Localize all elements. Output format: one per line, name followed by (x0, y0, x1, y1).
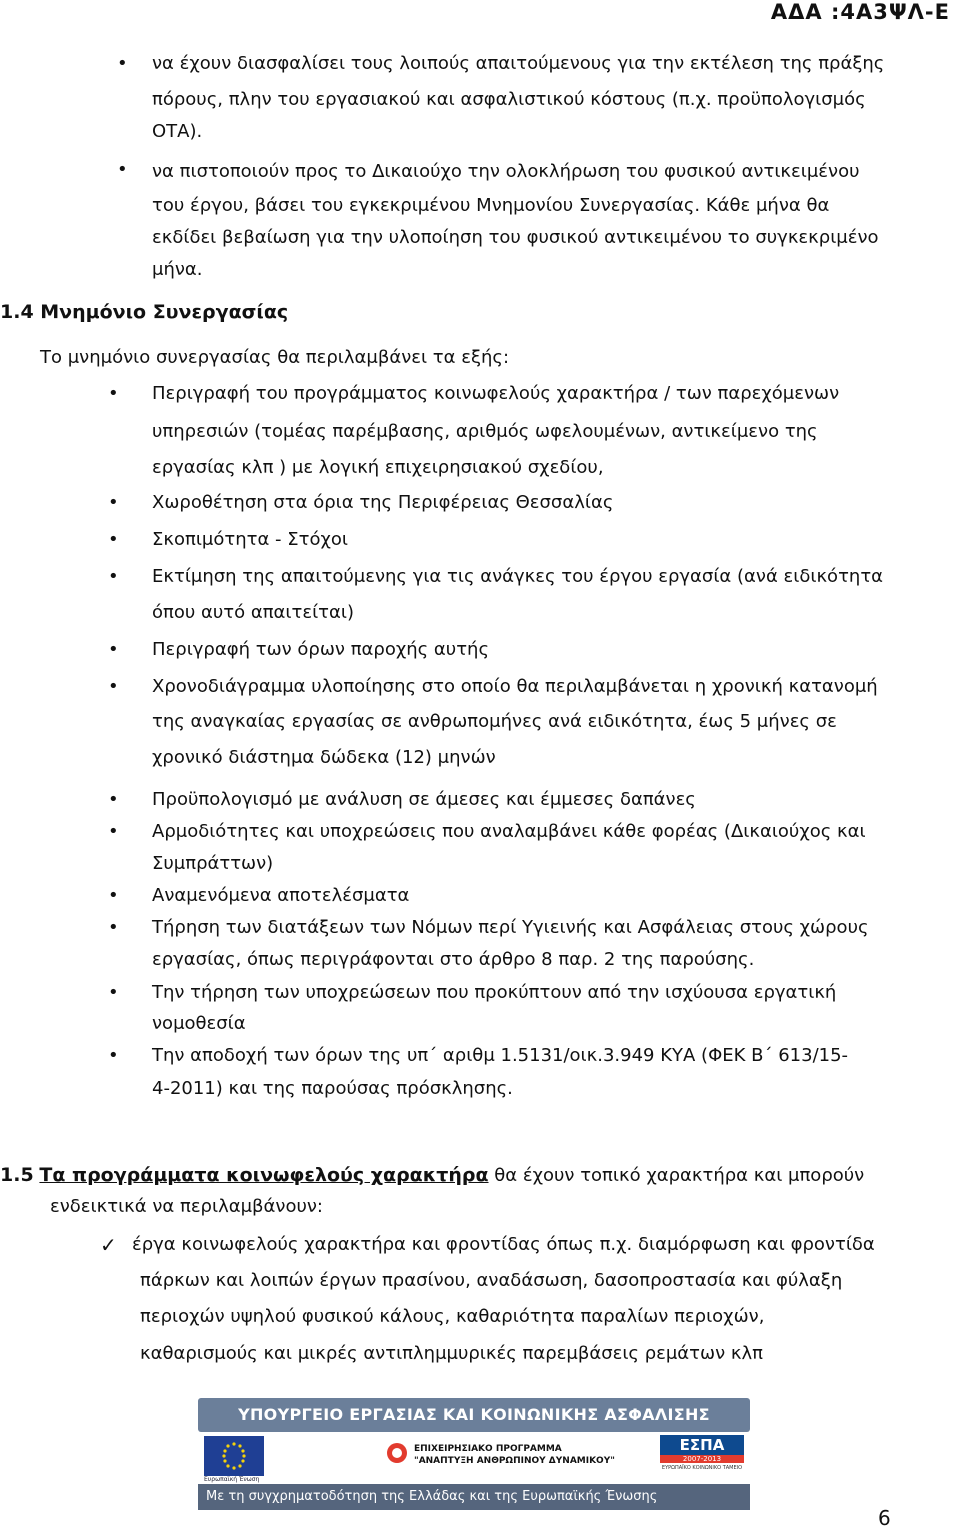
bullet-dot: • (108, 1045, 119, 1066)
list-item-line: εργασίας, όπως περιγράφονται στο άρθρο 8 παρ. 2 της παρούσης. (152, 949, 755, 970)
text-line: να έχουν διασφαλίσει τους λοιπούς απαιτούμενους για την εκτέλεση της πράξης (152, 53, 885, 74)
section-heading-line2: ενδεικτικά να περιλαμβάνουν: (50, 1196, 323, 1217)
section-heading-bold: Τα προγράμματα κοινωφελούς χαρακτήρα (39, 1164, 489, 1186)
list-item-line: Αρμοδιότητες και υποχρεώσεις που αναλαμβάνει κάθε φορέας (Δικαιούχος και (152, 821, 866, 842)
text-line: να πιστοποιούν προς το Δικαιούχο την ολοκλήρωση του φυσικού αντικειμένου (152, 161, 860, 182)
bullet-dot: • (108, 982, 119, 1003)
list-item-line: Εκτίμηση της απαιτούμενης για τις ανάγκες του έργου εργασία (ανά ειδικότητα (152, 566, 884, 587)
program-title-line1: ΕΠΙΧΕΙΡΗΣΙΑΚΟ ΠΡΟΓΡΑΜΜΑ (414, 1444, 562, 1454)
check-item-line: περιοχών υψηλού φυσικού κάλους, καθαριότητα παραλίων περιοχών, (140, 1306, 765, 1327)
page-number: 6 (878, 1506, 891, 1530)
section-heading (0, 1163, 864, 1188)
text-line: του έργου, βάσει του εγκεκριμένου Μνημονίου Συνεργασίας. Κάθε μήνα θα (152, 195, 830, 216)
list-item-line: Την τήρηση των υποχρεώσεων που προκύπτουν από την ισχύουσα εργατική (152, 982, 837, 1003)
text-line: ΟΤΑ). (152, 121, 203, 142)
check-item-line: καθαρισμούς και μικρές αντιπλημμυρικές παρεμβάσεις ρεμάτων κλπ (140, 1343, 763, 1364)
bullet-dot: • (108, 529, 119, 550)
program-title-line2: "ΑΝΑΠΤΥΞΗ ΑΝΘΡΩΠΙΝΟΥ ΔΥΝΑΜΙΚΟΥ" (414, 1456, 615, 1466)
list-item-line: της αναγκαίας εργασίας σε ανθρωπομήνες ανά ειδικότητα, έως 5 μήνες σε (152, 711, 837, 732)
list-item-line: Τήρηση των διατάξεων των Νόμων περί Υγιεινής και Ασφάλειας στους χώρους (152, 917, 869, 938)
list-item-line: χρονικό διάστημα δώδεκα (12) μηνών (152, 747, 496, 768)
section-heading-rest: θα έχουν τοπικό χαρακτήρα και μπορούν (494, 1165, 865, 1186)
list-item-line: Προϋπολογισμό με ανάλυση σε άμεσες και έμμεσες δαπάνες (152, 789, 696, 810)
espa-years: 2007-2013 (660, 1455, 744, 1463)
funding-banner (198, 1398, 750, 1533)
list-item-line: Περιγραφή των όρων παροχής αυτής (152, 639, 490, 660)
bullet-dot: • (117, 159, 128, 180)
section-number: 1.5 (0, 1164, 34, 1186)
logo-strip (198, 1432, 750, 1484)
ministry-title: ΥΠΟΥΡΓΕΙΟ ΕΡΓΑΣΙΑΣ ΚΑΙ ΚΟΙΝΩΝΙΚΗΣ ΑΣΦΑΛΙΣΗΣ (198, 1398, 750, 1432)
bullet-dot: • (108, 639, 119, 660)
check-item-line: έργα κοινωφελούς χαρακτήρα και φροντίδας όπως π.χ. διαμόρφωση και φροντίδα (132, 1234, 875, 1255)
list-item-line: Χωροθέτηση στα όρια της Περιφέρειας Θεσσαλίας (152, 492, 614, 513)
bullet-dot: • (108, 885, 119, 906)
bullet-dot: • (108, 821, 119, 842)
list-item-line: 4-2011) και της παρούσας πρόσκλησης. (152, 1078, 513, 1099)
check-item-line: πάρκων και λοιπών έργων πρασίνου, αναδάσωση, δασοπροστασία και φύλαξη (140, 1270, 843, 1291)
eu-caption: Ευρωπαϊκή Ένωση (204, 1476, 260, 1483)
list-item-line: νομοθεσία (152, 1013, 246, 1034)
program-logo (386, 1438, 615, 1478)
section-heading: 1.4 Μνημόνιο Συνεργασίας (0, 301, 289, 323)
text-line: μήνα. (152, 259, 203, 280)
text-line: εκδίδει βεβαίωση για την υλοποίηση του φυσικού αντικειμένου το συγκεκριμένο (152, 227, 879, 248)
cofunding-footer: Με τη συγχρηματοδότηση της Ελλάδας και της Ευρωπαϊκής Ένωσης (198, 1484, 750, 1510)
list-item-line: όπου αυτό απαιτείται) (152, 602, 354, 623)
checkmark-icon: ✓ (100, 1233, 117, 1257)
list-item-line: Περιγραφή του προγράμματος κοινωφελούς χαρακτήρα / των παρεχόμενων (152, 383, 840, 404)
list-item-line: Σκοπιμότητα - Στόχοι (152, 529, 348, 550)
list-item-line: υπηρεσιών (τομέας παρέμβασης, αριθμός ωφελουμένων, αντικείμενο της (152, 421, 818, 442)
section-intro: Το μνημόνιο συνεργασίας θα περιλαμβάνει τα εξής: (40, 347, 510, 368)
list-item-line: Την αποδοχή των όρων της υπ΄ αριθμ 1.5131/οικ.3.949 ΚΥΑ (ΦΕΚ Β΄ 613/15- (152, 1045, 849, 1066)
list-item-line: Συμπράττων) (152, 853, 274, 874)
espa-caption: ΕΥΡΩΠΑΪΚΟ ΚΟΙΝΩΝΙΚΟ ΤΑΜΕΙΟ (661, 1465, 743, 1471)
bullet-dot: • (108, 492, 119, 513)
list-item-line: εργασίας κλπ ) με λογική επιχειρησιακού σχεδίου, (152, 457, 604, 478)
bullet-dot: • (117, 53, 128, 74)
program-logo-icon (386, 1442, 408, 1464)
espa-logo (660, 1435, 744, 1481)
list-item-line: Χρονοδιάγραμμα υλοποίησης στο οποίο θα περιλαμβάνεται η χρονική κατανομή (152, 676, 878, 697)
bullet-dot: • (108, 383, 119, 404)
eu-flag-icon (204, 1436, 264, 1476)
bullet-dot: • (108, 917, 119, 938)
bullet-dot: • (108, 789, 119, 810)
list-item-line: Αναμενόμενα αποτελέσματα (152, 885, 410, 906)
ada-code: ΑΔΑ :4Α3ΨΛ-Ε (770, 0, 950, 24)
espa-title: ΕΣΠΑ (660, 1435, 744, 1455)
bullet-dot: • (108, 676, 119, 697)
bullet-dot: • (108, 566, 119, 587)
text-line: πόρους, πλην του εργασιακού και ασφαλιστικού κόστους (π.χ. προϋπολογισμός (152, 89, 866, 110)
